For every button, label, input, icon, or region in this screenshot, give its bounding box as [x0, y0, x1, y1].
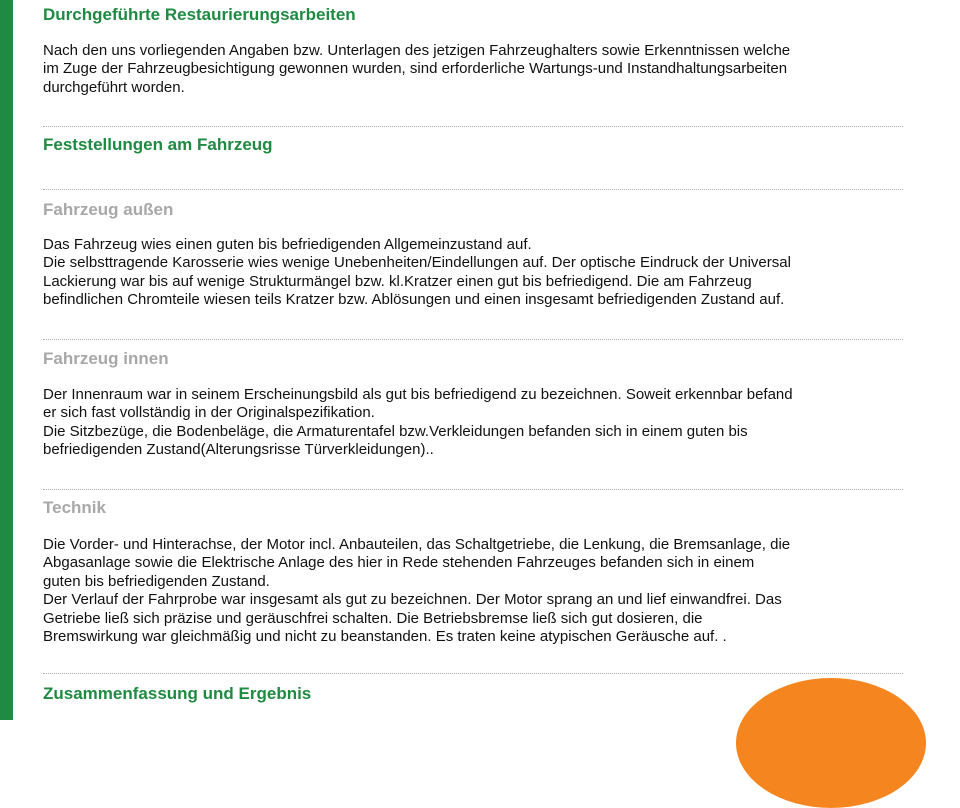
text-line: im Zuge der Fahrzeugbesichtigung gewonnen wurden, sind erforderliche Wartungs-und Instandhaltungsarbeiten: [43, 60, 788, 78]
section-divider: [43, 673, 903, 674]
exterior-text: [43, 236, 905, 310]
summary-heading: Zusammenfassung und Ergebnis: [43, 684, 312, 703]
text-line: Die Sitzbezüge, die Bodenbeläge, die Armaturentafel bzw.Verkleidungen befanden sich in einem guten bis: [43, 422, 748, 440]
orange-decoration: [736, 678, 926, 808]
exterior-heading: Fahrzeug außen: [43, 200, 174, 219]
restoration-text: [43, 42, 905, 97]
text-line: er sich fast vollständig in der Originalspezifikation.: [43, 404, 375, 422]
section-divider: [43, 489, 903, 490]
text-line: Die Vorder- und Hinterachse, der Motor incl. Anbauteilen, das Schaltgetriebe, die Lenkung, die Bremsanlage, die: [43, 536, 791, 553]
text-line: guten bis befriedigenden Zustand.: [43, 572, 270, 590]
text-line: Abgasanlage sowie die Elektrische Anlage des hier in Rede stehenden Fahrzeuges befanden sich in einem: [43, 554, 755, 572]
section-divider: [43, 339, 903, 340]
text-line: Getriebe ließ sich präzise und geräuschfrei schalten. Die Betriebsbremse ließ sich gut dosieren, die: [43, 609, 703, 627]
interior-heading: Fahrzeug innen: [43, 349, 169, 368]
text-line: durchgeführt worden.: [43, 78, 185, 96]
left-accent-bar: [0, 0, 13, 720]
text-line: Lackierung war bis auf wenige Strukturmängel bzw. kl.Kratzer einen gut bis befriedigend. Die am Fahrzeug: [43, 272, 752, 290]
restoration-heading: Durchgeführte Restaurierungsarbeiten: [43, 5, 356, 24]
text-line: Das Fahrzeug wies einen guten bis befriedigenden Allgemeinzustand auf.: [43, 236, 532, 253]
text-line: Nach den uns vorliegenden Angaben bzw. Unterlagen des jetzigen Fahrzeughalters sowie Erkenntnissen welche: [43, 42, 791, 59]
text-line: befriedigenden Zustand(Alterungsrisse Türverkleidungen)..: [43, 441, 434, 459]
interior-text: [43, 386, 905, 460]
section-divider: [43, 189, 903, 190]
section-divider: [43, 126, 903, 127]
text-line: Bremswirkung war gleichmäßig und nicht zu beanstanden. Es traten keine atypischen Geräusche auf. .: [43, 628, 727, 646]
text-line: befindlichen Chromteile wiesen teils Kratzer bzw. Ablösungen und einen insgesamt befriedigenden Zustand auf.: [43, 291, 785, 309]
technology-heading: Technik: [43, 498, 106, 517]
text-line: Der Innenraum war in seinem Erscheinungsbild als gut bis befriedigend zu bezeichnen. Soweit erkennbar befand: [43, 386, 793, 403]
text-line: Die selbsttragende Karosserie wies wenige Unebenheiten/Eindellungen auf. Der optische Eindruck der Universal: [43, 254, 791, 272]
findings-heading: Feststellungen am Fahrzeug: [43, 135, 273, 154]
text-line: Der Verlauf der Fahrprobe war insgesamt als gut zu bezeichnen. Der Motor sprang an und lief einwandfrei. Das: [43, 591, 782, 609]
technology-text: [43, 536, 905, 646]
